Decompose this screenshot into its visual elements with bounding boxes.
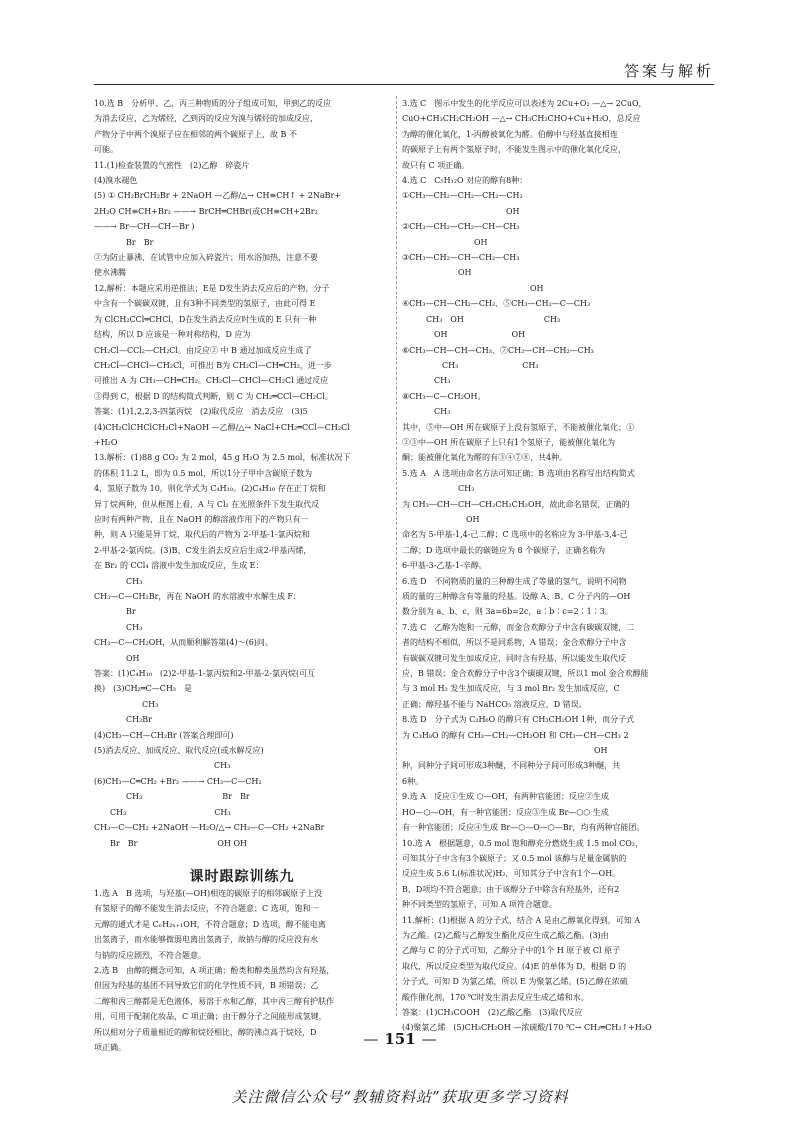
text-line: 者的结构不相似，所以不是同系物，A 错误；金合欢醇分子中含 — [402, 638, 627, 648]
text-line: CH₃—C—CH₂ +2NaOH —H₂O/△→ CH₃—C—CH₂ +2NaBr — [94, 823, 325, 833]
text-line: 11.解析：(1)根据 A 的分子式，结合 A 是由乙醇氧化得到，可知 A — [402, 915, 641, 925]
text-line: 为 CH₃—CH—CH—CH₂CH₂CH₂OH，故此命名错误，正确的 — [402, 499, 630, 509]
text-line: 2-甲基-2-氯丙烷。(3)B、C发生消去反应后生成2-甲基丙烯， — [94, 545, 312, 555]
text-line: 答案：(1)C₄H₁₀ (2)2-甲基-1-氯丙烷和2-甲基-2-氯丙烷(可互 — [94, 669, 316, 679]
text-line: B、D项均不符合题意；由于该醇分子中除含有羟基外，还有2 — [402, 884, 620, 894]
text-line: ④CH₃—CH—CH₂—CH₂、⑤CH₃—CH₂—C—CH₃ — [402, 299, 591, 309]
text-line: 可能。 — [94, 145, 118, 155]
text-line: 使水沸腾 — [94, 268, 126, 278]
text-line: CH₃ OH CH₃ — [402, 314, 561, 324]
page-header-title: 答案与解析 — [623, 62, 714, 80]
text-line: 其中，⑤中—OH 所在碳原子上没有氢原子，不能被催化氧化；① — [402, 422, 635, 432]
text-line: CH₃ CH₃ — [94, 807, 231, 817]
text-line: 应，B 错误；金合欢醇分子中含3个碳碳双键，所以1 mol 金合欢醇能 — [402, 669, 649, 679]
text-line: CH₃ CH₃ — [402, 360, 539, 370]
text-line: CH₃ — [94, 622, 143, 632]
text-line: 的体积 11.2 L，即为 0.5 mol，所以1分子甲中含碳原子数为 — [94, 468, 313, 478]
text-line: 6.选 D 不同物质的量的三种醇生成了等量的氢气，说明不同物 — [402, 576, 627, 586]
page-number-value: 151 — [384, 1030, 416, 1048]
text-line: 种，则 A 只能是异丁烷，取代后的产物为 2-甲基-1-氯丙烷和 — [94, 530, 310, 540]
text-line: 10.选 A 根据题意，0.5 mol 饱和醇充分燃烧生成 1.5 mol CO₂， — [402, 838, 644, 848]
text-line: 但因为羟基的基团不同导致它们的化学性质不同，B 项错误；乙 — [94, 981, 319, 991]
text-line: 为醇的催化氧化，1-丙醇被氧化为醛。伯醇中与羟基直接相连 — [402, 129, 618, 139]
text-line: ⑥CH₃—CH—CH—CH₃、⑦CH₂—CH—CH₂—CH₃ — [402, 345, 594, 355]
text-line: (4)溴水褪色 — [94, 176, 138, 186]
text-line: ③CH₃—CH₂—CH—CH₂—CH₃ — [402, 253, 520, 263]
text-line: Br Br — [94, 237, 154, 247]
text-line: 6-甲基-3-乙基-1-辛醇。 — [402, 561, 487, 571]
text-line: 乙醇与 C 的分子式可知，乙醇分子中的1个 H 原子被 Cl 原子 — [402, 946, 621, 956]
text-line: 所以相对分子质量相近的醇和烷烃相比，醇的沸点高于烷烃，D — [94, 1027, 317, 1037]
text-line: 有氢原子的醇不能发生消去反应，不符合题意；C 选项，饱和一 — [94, 904, 319, 914]
section-title: 课时跟踪训练九 — [189, 869, 295, 885]
text-line: CH₂Br — [94, 715, 153, 725]
text-line: ③得到 C，根据 D 的结构简式判断，则 C 为 CH₂═CCl—CH₂Cl。 — [94, 391, 333, 401]
text-line: (4)CH₃—CH—CH₂Br (答案合理即可) — [94, 730, 234, 740]
text-line: 酮；能被催化氧化为醛的有③④⑦⑧，共4种。 — [402, 453, 568, 463]
text-line: 可知其分子中含有3个碳原子；又 0.5 mol 该醇与足量金属钠的 — [402, 853, 627, 863]
text-line: CH₃ — [94, 761, 231, 771]
text-line: 4.选 C C₅H₁₂O 对应的醇有8种： — [402, 176, 528, 186]
text-line: ⑧CH₃—C—CH₂OH。 — [402, 391, 486, 401]
text-line: 8.选 D 分子式为 C₂H₆O 的醇只有 CH₃CH₂OH 1种，而分子式 — [402, 715, 635, 725]
text-line: 二醇和丙三醇都是无色液体，易溶于水和乙醇，其中丙三醇有护肤作 — [94, 996, 334, 1006]
text-line: 与 3 mol H₂ 发生加成反应，与 3 mol Br₂ 发生加成反应，C — [402, 684, 620, 694]
text-line: 种，同种分子间可形成3种醚，不同种分子间可形成3种醚，共 — [402, 761, 621, 771]
text-line: 1.选 A B 选项，与羟基(—OH)相连的碳原子的相邻碳原子上没 — [94, 889, 323, 898]
text-line: (4)CH₂ClCHClCH₂Cl+NaOH —乙醇/△→ NaCl+CH₂═CCl—CH₂Cl — [94, 422, 350, 432]
text-line: OH — [402, 268, 472, 278]
text-line: 6种。 — [402, 776, 424, 786]
text-line: 在 Br₂ 的 CCl₄ 溶液中发生加成反应，生成 E： — [94, 561, 264, 571]
text-line: OH — [94, 653, 140, 663]
text-line: 2.选 B 由醇的概念可知，A 项正确；酚类和醇类虽然均含有羟基， — [94, 966, 335, 976]
text-line: OH — [402, 283, 544, 293]
text-line: (4)聚氯乙烯 (5)CH₃CH₂OH —浓硫酸/170 ℃→ CH₂═CH₂↑+H₂O — [402, 1023, 652, 1033]
text-line: 与钠的反应剧烈，不符合题意。 — [94, 950, 206, 960]
text-line: OH — [402, 746, 608, 756]
right-column — [402, 96, 716, 1033]
text-line: 反应生成 5.6 L(标准状况)H₂，可知其分子中含有1个—OH。 — [402, 869, 621, 879]
text-line: 元醇的通式才是 CₙH₂ₙ₊₁OH，不符合题意；D 选项，醇不能电离 — [94, 919, 326, 929]
text-line: 答案：(1)1,2,2,3-四氯丙烷 (2)取代反应 消去反应 (3)5 — [94, 407, 308, 417]
text-line: 取代，所以反应类型为取代反应。(4)E 的单体为 D，根据 D 的 — [402, 961, 627, 971]
text-line: 种不同类型的氢原子，可知 A 项符合题意。 — [402, 900, 557, 910]
text-line: 的碳原子上有两个氢原子时，不能发生图示中的催化氧化反应， — [402, 145, 626, 155]
text-line: HO—⬡—OH，有一种官能团；反应③生成 Br—⬡⬡ 生成 — [402, 807, 609, 817]
text-line: 故只有 C 项正确。 — [402, 160, 470, 170]
text-line: CH₃ — [402, 376, 451, 386]
text-line: ②为防止暴沸，在试管中应加入碎瓷片；用水浴加热，注意不要 — [94, 253, 318, 263]
text-line: 为乙酸。(2)乙酸与乙醇发生酯化反应生成乙酸乙酯。(3)由 — [402, 930, 609, 940]
header-divider — [94, 84, 714, 85]
text-line: CH₃—C—CH₂Br，再在 NaOH 的水溶液中水解生成 F： — [94, 592, 301, 601]
text-line: 质的量的三种醇含有等量的羟基。设醇 A、B、C 分子内的—OH — [402, 592, 631, 601]
text-line: OH OH — [402, 330, 526, 340]
text-line: 分子式，可知 D 为氯乙烯，所以 E 为聚氯乙烯。(5)乙醇在浓硫 — [402, 977, 628, 987]
text-line: 换) (3)CH₂═C—CH₃ 是 — [94, 684, 192, 694]
text-line: +H₂O — [94, 437, 118, 447]
text-line: 酸作催化剂，170 ℃时发生消去反应生成乙烯和水。 — [402, 992, 589, 1002]
text-line: OH — [402, 206, 520, 216]
text-line: CH₃ — [402, 407, 451, 417]
text-line: 可推出 A 为 CH₃—CH═CH₂。CH₂Cl—CHCl—CH₂Cl 通过反应 — [94, 376, 329, 386]
text-line: 有碳碳双键可发生加成反应，同时含有羟基，所以能发生取代反 — [402, 653, 626, 663]
text-line: CH₃ Br Br — [94, 792, 250, 802]
text-line: 为消去反应，乙为烯烃，乙到丙的反应为溴与烯烃的加成反应， — [94, 114, 318, 124]
text-line: 结构，所以 D 应该是一种对称结构，D 应为 — [94, 330, 251, 340]
text-line: CH₃ — [94, 699, 159, 709]
page-number: — 151 — — [363, 1030, 437, 1048]
text-line: CH₂Cl—CHCl—CH₂Cl，可推出 B为 CH₂Cl—CH═CH₂，进一步 — [94, 360, 332, 370]
text-line: 答案：(1)CH₃COOH (2)乙酸乙酯 (3)取代反应 — [402, 1007, 583, 1017]
text-line: Br — [94, 607, 136, 617]
text-line: ——→ Br—CH—CH—Br ) — [94, 222, 195, 232]
text-line: 正确；醇羟基不能与 NaHCO₃ 溶液反应，D 错误。 — [402, 699, 587, 709]
text-line: 为 ClCH₂CCl═CHCl，D在发生消去反应时生成的 E 只有一种 — [94, 314, 317, 324]
text-line: (5) ① CH₂BrCH₂Br + 2NaOH —乙醇/△→ CH≡CH↑ + 2NaBr+ — [94, 191, 342, 201]
column-divider — [396, 96, 397, 1016]
text-line: 应时有两种产物，且在 NaOH 的醇溶液作用下的产物只有一 — [94, 514, 309, 524]
text-line: 二醇；D 选项中最长的碳链应为 8 个碳原子，正确名称为 — [402, 545, 606, 555]
text-line: (5)消去反应、加成反应、取代反应(或水解反应) — [94, 746, 264, 756]
text-line: 为 C₃H₈O 的醇有 CH₃—CH₂—CH₂OH 和 CH₃—CH—CH₃ 2 — [402, 730, 629, 740]
text-line: CH₃—C—CH₂OH，从而顺利解答第(4)～(6)问。 — [94, 638, 273, 648]
text-line: 项正确。 — [94, 1043, 126, 1053]
text-line: 5.选 A A 选项由命名方法可知正确；B 选项由名称写出结构简式 — [402, 468, 635, 478]
text-line: 命名为 5-甲基-1,4-己二醇；C 选项中的名称应为 3-甲基-3,4-己 — [402, 530, 628, 540]
text-line: CH₃ — [94, 576, 143, 586]
text-line: 用，可用于配制化妆品，C 项正确；由于醇分子之间能形成氢键， — [94, 1012, 327, 1022]
text-line: 12.解析：本题应采用逆推法；E是 D发生消去反应后的产物，分子 — [94, 283, 330, 293]
left-column — [94, 96, 390, 901]
text-line: 11.(1)检查装置的气密性 (2)乙醇 碎瓷片 — [94, 160, 250, 170]
text-line: CH₃ — [402, 484, 475, 494]
text-line: 7.选 C 乙醇为饱和一元醇，而金合欢醇分子中含有碳碳双键，二 — [402, 622, 635, 632]
text-line: 4，氢原子数为 10，则化学式为 C₄H₁₀。(2)C₄H₁₀ 存在正丁烷和 — [94, 484, 326, 494]
text-line: 数分别为 a、b、c，则 3a=6b=2c，a∶b∶c=2∶1∶3。 — [402, 607, 613, 617]
text-line: OH — [402, 514, 480, 524]
text-line: 9.选 A 反应①生成 ⬡—OH，有两种官能团；反应②生成 — [402, 792, 610, 802]
text-line: 异丁烷两种，但从框图上看，A 与 Cl₂ 在光照条件下发生取代反 — [94, 499, 320, 509]
text-line: 出氢离子，而水能够微弱电离出氢离子，故钠与醇的反应没有水 — [94, 935, 318, 945]
text-line: 10.选 B 分析甲、乙、丙三种物质的分子组成可知，甲到乙的反应 — [94, 99, 332, 108]
footer-promo-text: 关注微信公众号“教辅资料站”获取更多学习资料 — [231, 1088, 569, 1106]
text-line: Br Br OH OH — [94, 838, 248, 848]
text-line: 2H₂O CH≡CH+Br₂ ——→ BrCH═CHBr(或CH≡CH+2Br₂ — [94, 206, 318, 216]
text-line: 3.选 C 图示中发生的化学反应可以表述为 2Cu+O₂ —△→ 2CuO， — [402, 99, 647, 108]
text-line: CH₂Cl—CCl₂—CH₂Cl。由反应② 中 B 通过加成反应生成了 — [94, 345, 312, 355]
text-line: CuO+CH₃CH₂CH₂OH —△→ CH₃CH₂CHO+Cu+H₂O，总反应 — [402, 114, 641, 124]
text-line: 中含有一个碳碳双键，且有3种不同类型的氢原子，由此可得 E — [94, 299, 316, 309]
text-line: 有一种官能团；反应④生成 Br—⬡—O—⬡—Br，均有两种官能团。 — [402, 823, 645, 833]
text-line: (6)CH₃—C═CH₂ +Br₂ ——→ CH₃—C—CH₂ — [94, 776, 262, 786]
text-line: ①CH₃—CH₂—CH₂—CH₂—CH₂ — [402, 191, 523, 201]
text-line: ②CH₃—CH₂—CH₂—CH—CH₃ — [402, 222, 520, 232]
text-line: 产物分子中两个溴原子应在相邻的两个碳原子上，故 B 不 — [94, 129, 297, 139]
text-line: ②③中—OH 所在碳原子上只有1个氢原子，能被催化氧化为 — [402, 437, 616, 447]
text-line: 13.解析：(1)88 g CO₂ 为 2 mol，45 g H₂O 为 2.5 mol，标准状况下 — [94, 453, 351, 463]
text-line: OH — [402, 237, 488, 247]
left-column-bottom — [94, 886, 390, 1053]
